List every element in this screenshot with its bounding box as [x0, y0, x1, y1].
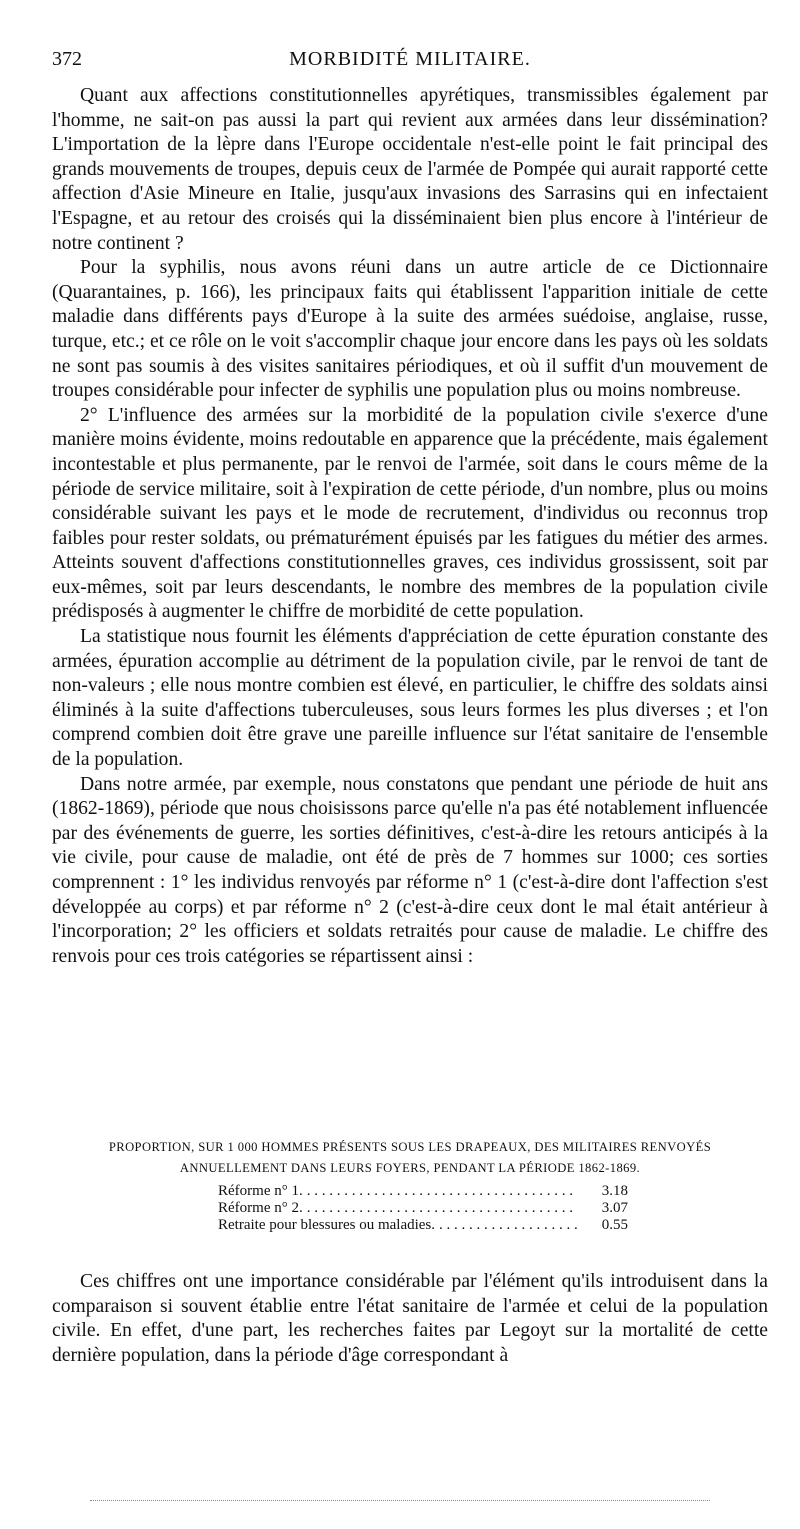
- statistics-table: [52, 1137, 768, 1234]
- running-title: MORBIDITÉ MILITAIRE.: [289, 48, 531, 70]
- table-rows: [218, 1183, 628, 1234]
- dot-leader: [303, 1200, 582, 1217]
- paragraph: Dans notre armée, par exemple, nous constatons que pendant une période de huit ans (1862-1869), période que nous choisissons parce qu'elle n'a pas été notablement influencée par des événements de guerre, les sorties définitives, c'est-à-dire les retours anticipés à la vie civile, pour cause de maladie, ont été de près de 7 hommes sur 1000; ces sorties comprennent : 1° les individus renvoyés par réforme n° 1 (c'est-à-dire dont l'affection s'est développée au corps) et par réforme n° 2 (c'est-à-dire ceux dont le mal était antérieur à l'incorporation; 2° les officiers et soldats retraités pour cause de maladie. Le chiffre des renvois pour ces trois catégories se répartissent ainsi :: [52, 773, 768, 967]
- row-value: 3.07: [601, 1200, 628, 1216]
- footer-rule: [90, 1500, 710, 1501]
- row-value: 0.55: [601, 1217, 628, 1233]
- dot-leader: [435, 1217, 582, 1234]
- body-text: [52, 84, 768, 969]
- table-caption-line-1: PROPORTION, SUR 1 000 HOMMES PRÉSENTS SOUS LES DRAPEAUX, DES MILITAIRES RENVOYÉS: [108, 1140, 712, 1154]
- row-label: Retraite pour blessures ou maladies.: [218, 1217, 436, 1233]
- dot-leader: [303, 1183, 582, 1200]
- paragraph: La statistique nous fournit les éléments d'appréciation de cette épuration constante des armées, épuration accomplie au détriment de la population civile, par le renvoi de tant de non-valeurs ; elle nous montre combien est élevé, en particulier, le chiffre des soldats ainsi éliminés à la suite d'affections tuberculeuses, sous leurs formes les plus diverses ; et l'on comprend combien doit être grave une pareille influence sur l'état sanitaire de l'ensemble de la population.: [52, 626, 768, 771]
- paragraph: Pour la syphilis, nous avons réuni dans un autre article de ce Dictionnaire (Quarantaines, p. 166), les principaux faits qui établissent l'apparition initiale de cette maladie dans différents pays d'Europe à la suite des armées suédoise, anglaise, russe, turque, etc.; et ce rôle on le voit s'accomplir chaque jour encore dans les pays où les soldats ne sont pas soumis à des visites sanitaires périodiques, et où il suffit d'un mouvement de troupes considérable pour infecter de syphilis une population plus ou moins nombreuse.: [52, 257, 768, 402]
- table-caption-line-2: ANNUELLEMENT DANS LEURS FOYERS, PENDANT LA PÉRIODE 1862-1869.: [179, 1161, 641, 1175]
- table-row: [218, 1183, 628, 1200]
- paragraph: Quant aux affections constitutionnelles apyrétiques, transmissibles également par l'homme, ne sait-on pas aussi la part qui revient aux armées dans leur dissémination? L'importation de la lèpre dans l'Europe occidentale n'est-elle point le fait principal des grands mouvements de troupes, depuis ceux de l'armée de Pompée qui aurait rapporté cette affection d'Asie Mineure en Italie, jusqu'aux invasions des Sarrasins qui en infectaient l'Espagne, et au retour des croisés qui la disséminaient bien plus encore à l'intérieur de notre continent ?: [52, 85, 768, 254]
- page-number: 372: [52, 48, 82, 70]
- paragraph: 2° L'influence des armées sur la morbidité de la population civile s'exerce d'une manière moins évidente, moins redoutable en apparence que la précédente, mais également incontestable et plus permanente, par le renvoi de l'armée, soit dans le cours même de la période de service militaire, soit à l'expiration de cette période, d'un nombre, plus ou moins considérable suivant les pays et le mode de recrutement, d'individus ou reconnus trop faibles pour rester soldats, ou prématurément épuisés par les fatigues du métier des armes. Atteints souvent d'affections constitutionnelles graves, ces individus grossissent, soit par eux-mêmes, soit par leurs descendants, le nombre des membres de la population civile prédisposés à augmenter le chiffre de morbidité de cette population.: [52, 404, 768, 623]
- table-row: [218, 1217, 628, 1234]
- row-label: Réforme n° 1.: [218, 1183, 303, 1199]
- page-header: [52, 48, 768, 78]
- table-row: [218, 1200, 628, 1217]
- row-label: Réforme n° 2.: [218, 1200, 303, 1216]
- row-value: 3.18: [601, 1183, 628, 1199]
- closing-text: [52, 1270, 768, 1368]
- paragraph: Ces chiffres ont une importance considérable par l'élément qu'ils introduisent dans la comparaison si souvent établie entre l'état sanitaire de l'armée et celui de la population civile. En effet, d'une part, les recherches faites par Legoyt sur la mortalité de cette dernière population, dans la période d'âge correspondant à: [52, 1271, 768, 1366]
